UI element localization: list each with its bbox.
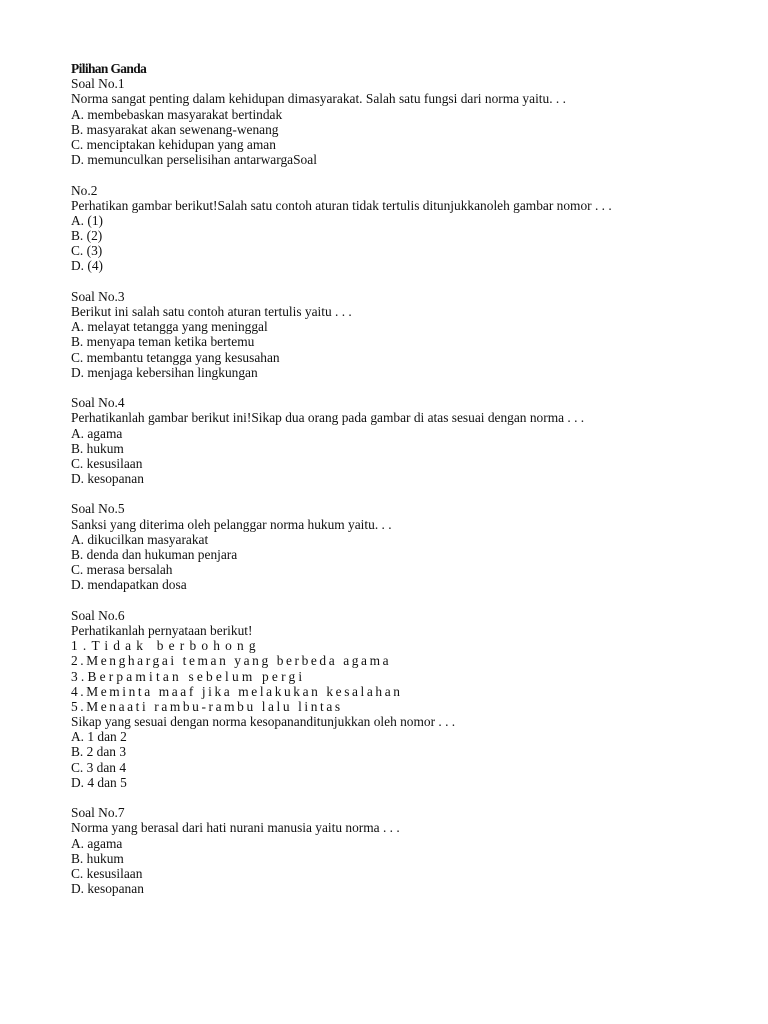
option-a: A. melayat tetangga yang meninggal bbox=[71, 319, 268, 335]
question-text: Perhatikanlah pernyataan berikut! bbox=[71, 622, 253, 638]
statement-3: 3.Berpamitan sebelum pergi bbox=[71, 668, 306, 684]
option-a: A. agama bbox=[71, 835, 123, 851]
question-text: Perhatikanlah gambar berikut ini!Sikap dua orang pada gambar di atas sesuai dengan norma . . . bbox=[71, 410, 585, 426]
question-2 bbox=[71, 183, 731, 274]
question-5 bbox=[71, 501, 731, 592]
option-d: D. menjaga kebersihan lingkungan bbox=[71, 364, 258, 380]
option-c: C. kesusilaan bbox=[71, 455, 143, 471]
option-c: C. (3) bbox=[71, 243, 103, 259]
question-text-followup: Sikap yang sesuai dengan norma kesopananditunjukkan oleh nomor . . . bbox=[71, 714, 456, 730]
option-b: B. hukum bbox=[71, 440, 124, 456]
question-label: Soal No.3 bbox=[71, 288, 125, 304]
question-1 bbox=[71, 76, 731, 167]
question-label: Soal No.7 bbox=[71, 805, 125, 821]
question-text: Norma yang berasal dari hati nurani manusia yaitu norma . . . bbox=[71, 820, 400, 836]
question-label: Soal No.1 bbox=[71, 76, 125, 92]
option-b: B. denda dan hukuman penjara bbox=[71, 547, 238, 562]
question-4 bbox=[71, 395, 731, 486]
option-a: A. membebaskan masyarakat bertindak bbox=[71, 106, 283, 122]
option-b: B. masyarakat akan sewenang-wenang bbox=[71, 121, 279, 137]
option-c: C. 3 dan 4 bbox=[71, 759, 127, 775]
question-label: No.2 bbox=[71, 182, 98, 198]
statement-5: 5.Menaati rambu-rambu lalu lintas bbox=[71, 698, 343, 714]
question-text: Sanksi yang diterima oleh pelanggar norma hukum yaitu. . . bbox=[71, 516, 392, 532]
question-3 bbox=[71, 289, 731, 380]
option-d: D. (4) bbox=[71, 258, 103, 274]
option-a: A. agama bbox=[71, 425, 123, 441]
option-d: D. memunculkan perselisihan antarwargaSoal bbox=[71, 152, 317, 168]
statement-1: 1.Tidak berbohong bbox=[71, 638, 261, 654]
question-label: Soal No.6 bbox=[71, 607, 125, 623]
option-c: C. merasa bersalah bbox=[71, 562, 173, 578]
option-b: B. hukum bbox=[71, 850, 124, 866]
question-label: Soal No.5 bbox=[71, 501, 125, 517]
option-d: D. mendapatkan dosa bbox=[71, 577, 187, 593]
document-content bbox=[71, 61, 731, 896]
option-b: B. 2 dan 3 bbox=[71, 744, 127, 760]
question-text: Perhatikan gambar berikut!Salah satu contoh aturan tidak tertulis ditunjukkanoleh gambar nomor . . . bbox=[71, 197, 612, 213]
option-d: D. kesopanan bbox=[71, 471, 144, 487]
option-b: B. menyapa teman ketika bertemu bbox=[71, 334, 255, 350]
question-label: Soal No.4 bbox=[71, 395, 125, 411]
option-d: D. 4 dan 5 bbox=[71, 774, 127, 790]
option-a: A. 1 dan 2 bbox=[71, 729, 127, 745]
option-a: A. (1) bbox=[71, 212, 103, 228]
question-7 bbox=[71, 805, 731, 896]
question-6 bbox=[71, 608, 731, 790]
option-c: C. menciptakan kehidupan yang aman bbox=[71, 136, 276, 152]
question-text: Berikut ini salah satu contoh aturan tertulis yaitu . . . bbox=[71, 304, 352, 319]
option-d: D. kesopanan bbox=[71, 881, 144, 897]
option-c: C. membantu tetangga yang kesusahan bbox=[71, 349, 280, 365]
option-a: A. dikucilkan masyarakat bbox=[71, 531, 209, 547]
statement-4: 4.Meminta maaf jika melakukan kesalahan bbox=[71, 683, 403, 699]
statement-2: 2.Menghargai teman yang berbeda agama bbox=[71, 653, 392, 669]
question-text: Norma sangat penting dalam kehidupan dimasyarakat. Salah satu fungsi dari norma yaitu. . . bbox=[71, 91, 566, 107]
option-c: C. kesusilaan bbox=[71, 865, 143, 881]
document-title: Pilihan Ganda bbox=[71, 61, 147, 76]
option-b: B. (2) bbox=[71, 228, 103, 244]
